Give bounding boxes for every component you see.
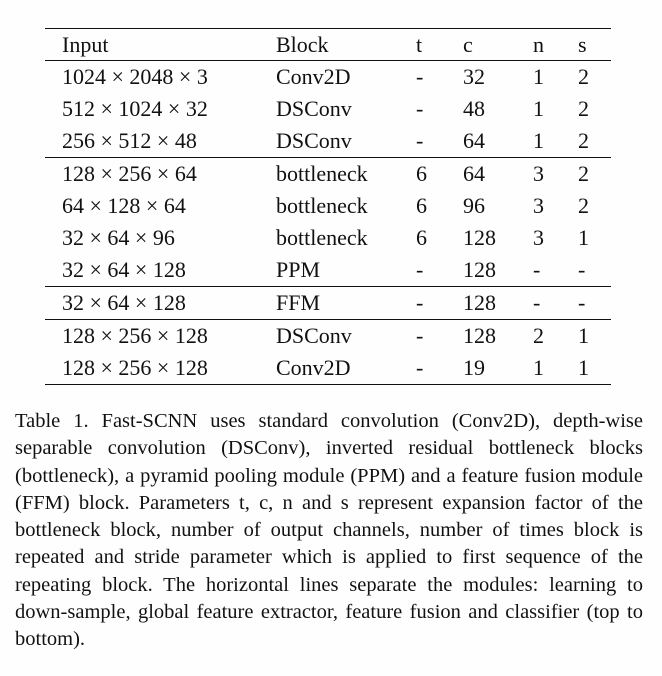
table-row: [45, 158, 611, 191]
cell-c: 19: [463, 355, 485, 380]
cell-s: 1: [578, 225, 589, 250]
cell-t: -: [416, 355, 424, 380]
cell-block: PPM: [276, 257, 321, 282]
cell-s: 2: [578, 64, 589, 89]
cell-input: 128 × 256 × 64: [45, 158, 276, 191]
cell-s: 1: [578, 355, 589, 380]
header-c: c: [463, 31, 473, 57]
cell-n: 2: [533, 320, 578, 353]
cell-c: 128: [463, 320, 533, 353]
cell-t: -: [416, 320, 463, 353]
table-caption: Table 1. Fast-SCNN uses standard convolution (Conv2D), depth-wise separable convolution (DSConv), inverted residual bottleneck blocks (bottleneck), a pyramid pooling module (PPM) and a feature fusion module (FFM) block. Parameters t, c, n and s represent expansion factor of the bottleneck block, number of output channels, number of times block is repeated and stride parameter which is applied to first sequence of the repeating block. The horizontal lines separate the modules: learning to down-sample, global feature extractor, feature fusion and classifier (top to bottom).: [15, 410, 643, 651]
table-row: [45, 222, 611, 254]
cell-s: 2: [578, 96, 589, 121]
cell-n: 1: [533, 128, 544, 153]
table-row: [45, 190, 611, 222]
table-row: [45, 125, 611, 158]
cell-input: 32 × 64 × 128: [62, 257, 186, 282]
cell-c: 64: [463, 158, 533, 191]
cell-c: 96: [463, 193, 485, 218]
cell-s: 2: [578, 158, 611, 191]
cell-c: 64: [463, 128, 485, 153]
cell-t: -: [416, 287, 463, 320]
cell-block: bottleneck: [276, 225, 368, 250]
cell-block: Conv2D: [276, 355, 351, 380]
cell-c: 128: [463, 287, 533, 320]
cell-block: DSConv: [276, 320, 416, 353]
table-header-row: [45, 29, 611, 61]
table-row: [45, 61, 611, 94]
cell-c: 32: [463, 64, 485, 89]
cell-t: -: [416, 96, 424, 121]
cell-t: -: [416, 64, 424, 89]
header-t: t: [416, 31, 423, 57]
cell-s: -: [578, 287, 611, 320]
cell-n: 1: [533, 96, 544, 121]
cell-block: Conv2D: [276, 64, 351, 89]
cell-t: 6: [416, 158, 463, 191]
table-row: [45, 93, 611, 125]
table-row: [45, 320, 611, 353]
cell-n: 3: [533, 225, 544, 250]
cell-block: bottleneck: [276, 158, 416, 191]
cell-n: 1: [533, 355, 544, 380]
cell-input: 128 × 256 × 128: [45, 320, 276, 353]
header-n: n: [533, 31, 544, 57]
cell-s: 2: [578, 128, 589, 153]
table-row: [45, 352, 611, 385]
cell-n: 1: [533, 64, 544, 89]
table-row: [45, 254, 611, 287]
cell-input: 32 × 64 × 128: [45, 287, 276, 320]
cell-input: 512 × 1024 × 32: [62, 96, 208, 121]
header-block: Block: [276, 31, 329, 57]
cell-s: 1: [578, 320, 611, 353]
cell-t: -: [416, 128, 424, 153]
cell-n: -: [533, 257, 541, 282]
cell-input: 64 × 128 × 64: [62, 193, 186, 218]
cell-block: DSConv: [276, 128, 352, 153]
cell-s: 2: [578, 193, 589, 218]
header-s: s: [578, 31, 587, 57]
cell-n: -: [533, 287, 578, 320]
cell-block: DSConv: [276, 96, 352, 121]
cell-t: -: [416, 257, 424, 282]
cell-t: 6: [416, 193, 427, 218]
table-row: [45, 287, 611, 320]
cell-s: -: [578, 257, 586, 282]
cell-c: 128: [463, 225, 496, 250]
cell-block: bottleneck: [276, 193, 368, 218]
cell-c: 128: [463, 257, 496, 282]
table-body: [45, 61, 611, 385]
cell-n: 3: [533, 193, 544, 218]
cell-input: 128 × 256 × 128: [62, 355, 208, 380]
cell-t: 6: [416, 225, 427, 250]
cell-input: 256 × 512 × 48: [62, 128, 197, 153]
cell-n: 3: [533, 158, 578, 191]
header-input: Input: [62, 31, 109, 57]
cell-input: 32 × 64 × 96: [62, 225, 175, 250]
cell-input: 1024 × 2048 × 3: [62, 64, 208, 89]
cell-c: 48: [463, 96, 485, 121]
architecture-table-container: [45, 28, 611, 385]
architecture-table: [45, 28, 611, 385]
cell-block: FFM: [276, 287, 416, 320]
